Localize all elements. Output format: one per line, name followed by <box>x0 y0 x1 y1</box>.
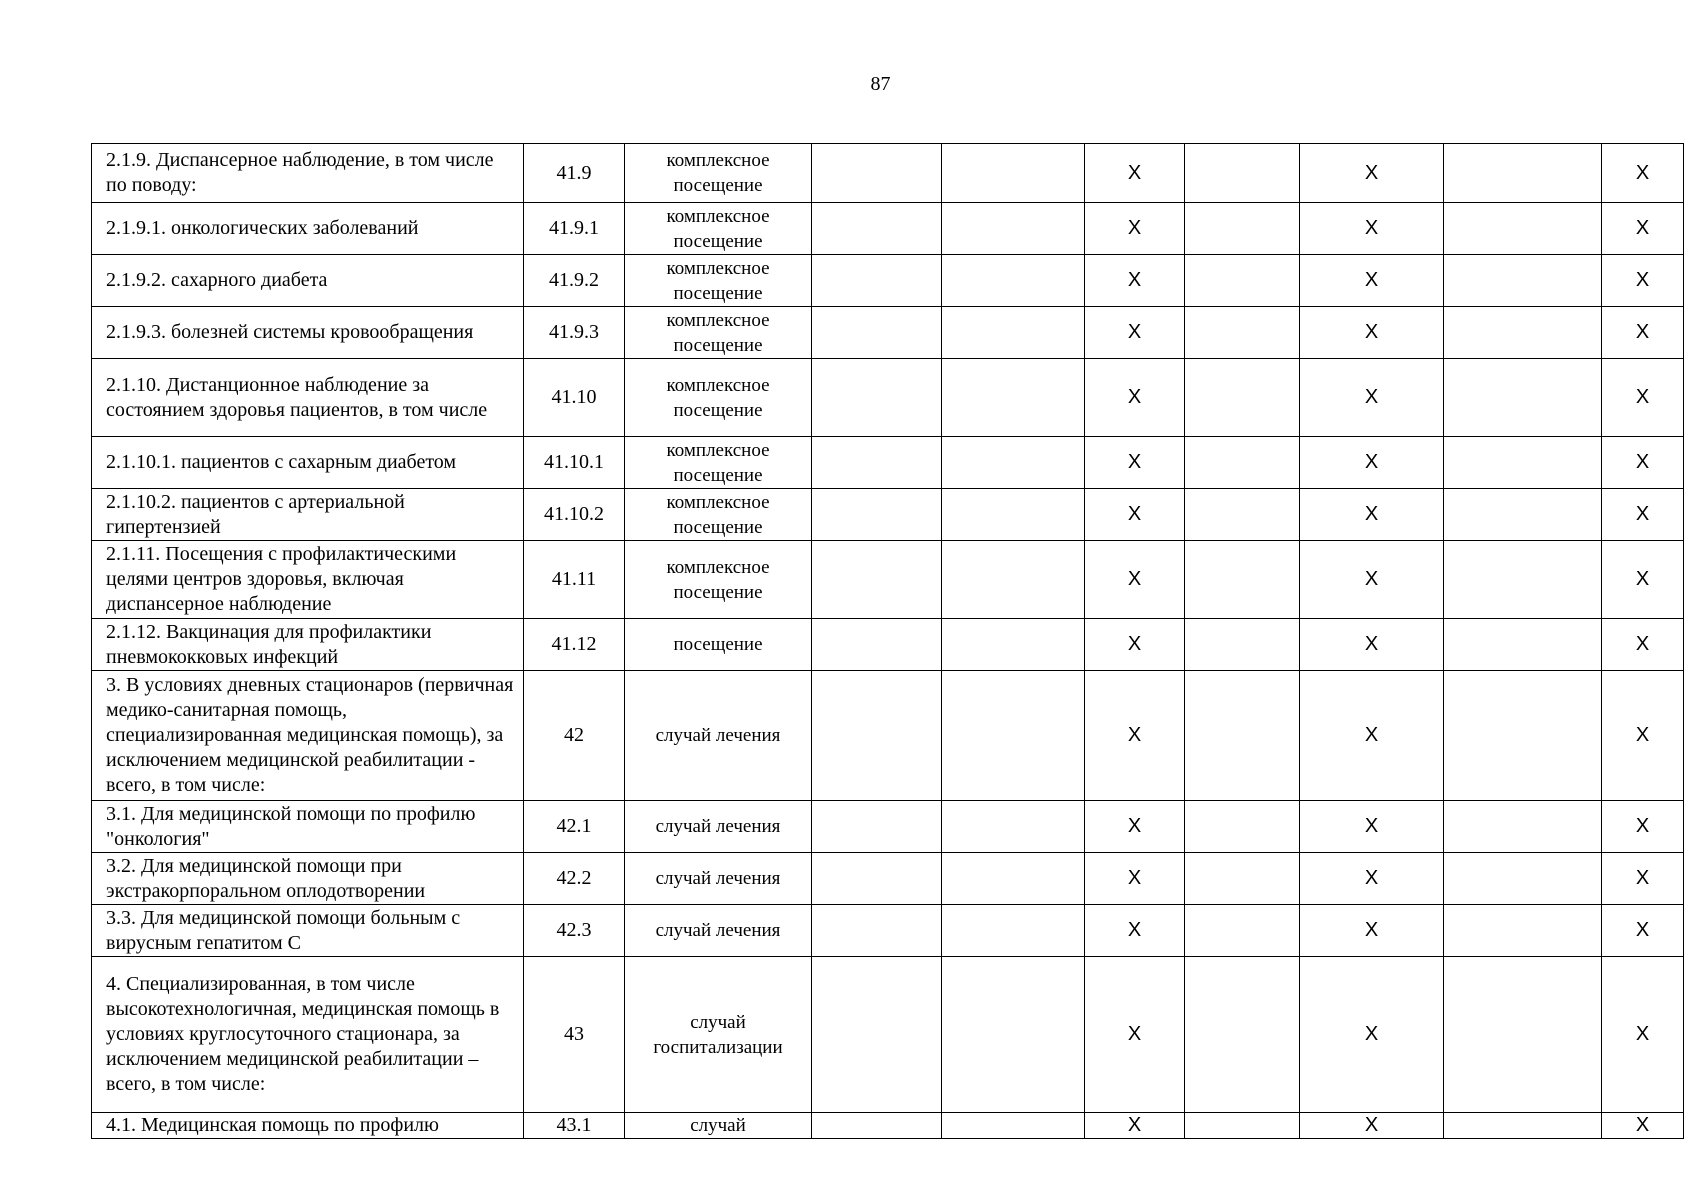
empty-cell <box>1444 671 1602 801</box>
row-code-cell: 41.10 <box>524 359 625 437</box>
empty-cell <box>942 437 1085 489</box>
x-mark-cell: X <box>1602 905 1684 957</box>
empty-cell <box>812 1113 942 1139</box>
row-unit-cell: комплексное посещение <box>625 144 812 203</box>
table-row <box>92 144 1684 203</box>
x-mark-cell: X <box>1085 255 1185 307</box>
x-mark-cell: X <box>1602 1113 1684 1139</box>
row-code-cell: 43 <box>524 957 625 1113</box>
empty-cell <box>1185 957 1300 1113</box>
empty-cell <box>812 619 942 671</box>
row-code-cell: 42.1 <box>524 801 625 853</box>
table-row <box>92 1113 1684 1139</box>
x-mark-cell: X <box>1085 144 1185 203</box>
table-body <box>92 144 1684 1139</box>
x-mark-cell: X <box>1602 957 1684 1113</box>
row-code-cell: 41.12 <box>524 619 625 671</box>
row-name-cell: 2.1.10.1. пациентов с сахарным диабетом <box>92 437 524 489</box>
row-code-cell: 41.9.3 <box>524 307 625 359</box>
empty-cell <box>1185 489 1300 541</box>
x-mark-cell: X <box>1300 671 1444 801</box>
empty-cell <box>1444 307 1602 359</box>
empty-cell <box>1185 144 1300 203</box>
x-mark-cell: X <box>1300 255 1444 307</box>
row-name-cell: 3.3. Для медицинской помощи больным с вирусным гепатитом С <box>92 905 524 957</box>
x-mark-cell: X <box>1602 489 1684 541</box>
empty-cell <box>812 541 942 619</box>
empty-cell <box>1444 905 1602 957</box>
x-mark-cell: X <box>1085 541 1185 619</box>
empty-cell <box>1444 203 1602 255</box>
empty-cell <box>812 671 942 801</box>
empty-cell <box>1444 801 1602 853</box>
x-mark-cell: X <box>1300 801 1444 853</box>
x-mark-cell: X <box>1300 853 1444 905</box>
x-mark-cell: X <box>1602 853 1684 905</box>
x-mark-cell: X <box>1085 801 1185 853</box>
table-row <box>92 437 1684 489</box>
x-mark-cell: X <box>1085 853 1185 905</box>
empty-cell <box>942 853 1085 905</box>
row-name-cell: 2.1.10. Дистанционное наблюдение за состоянием здоровья пациентов, в том числе <box>92 359 524 437</box>
x-mark-cell: X <box>1300 541 1444 619</box>
empty-cell <box>1444 1113 1602 1139</box>
row-code-cell: 41.9 <box>524 144 625 203</box>
x-mark-cell: X <box>1300 905 1444 957</box>
empty-cell <box>812 489 942 541</box>
x-mark-cell: X <box>1602 437 1684 489</box>
page-number: 87 <box>870 73 891 95</box>
x-mark-cell: X <box>1602 619 1684 671</box>
empty-cell <box>1444 957 1602 1113</box>
row-unit-cell: комплексное посещение <box>625 359 812 437</box>
empty-cell <box>942 541 1085 619</box>
x-mark-cell: X <box>1085 619 1185 671</box>
row-unit-cell: комплексное посещение <box>625 203 812 255</box>
row-unit-cell: случай лечения <box>625 801 812 853</box>
row-unit-cell: случай лечения <box>625 671 812 801</box>
row-code-cell: 41.11 <box>524 541 625 619</box>
table-row <box>92 255 1684 307</box>
empty-cell <box>942 801 1085 853</box>
row-code-cell: 41.9.2 <box>524 255 625 307</box>
empty-cell <box>1444 437 1602 489</box>
empty-cell <box>1185 1113 1300 1139</box>
empty-cell <box>1185 905 1300 957</box>
empty-cell <box>812 307 942 359</box>
empty-cell <box>1444 255 1602 307</box>
x-mark-cell: X <box>1085 957 1185 1113</box>
empty-cell <box>942 144 1085 203</box>
row-code-cell: 43.1 <box>524 1113 625 1139</box>
x-mark-cell: X <box>1602 203 1684 255</box>
row-name-cell: 2.1.12. Вакцинация для профилактики пневмококковых инфекций <box>92 619 524 671</box>
empty-cell <box>812 957 942 1113</box>
x-mark-cell: X <box>1300 619 1444 671</box>
empty-cell <box>1185 203 1300 255</box>
empty-cell <box>1185 255 1300 307</box>
x-mark-cell: X <box>1602 671 1684 801</box>
empty-cell <box>812 905 942 957</box>
row-unit-cell: комплексное посещение <box>625 307 812 359</box>
row-unit-cell: комплексное посещение <box>625 437 812 489</box>
row-name-cell: 3.2. Для медицинской помощи при экстракорпоральном оплодотворении <box>92 853 524 905</box>
table-row <box>92 489 1684 541</box>
empty-cell <box>1444 853 1602 905</box>
row-unit-cell: комплексное посещение <box>625 255 812 307</box>
table-row <box>92 619 1684 671</box>
empty-cell <box>1444 541 1602 619</box>
empty-cell <box>1185 801 1300 853</box>
x-mark-cell: X <box>1300 437 1444 489</box>
data-table <box>91 143 1684 1139</box>
x-mark-cell: X <box>1300 1113 1444 1139</box>
empty-cell <box>1444 619 1602 671</box>
row-name-cell: 2.1.9.1. онкологических заболеваний <box>92 203 524 255</box>
x-mark-cell: X <box>1085 905 1185 957</box>
row-name-cell: 4.1. Медицинская помощь по профилю <box>92 1113 524 1139</box>
table-row <box>92 307 1684 359</box>
x-mark-cell: X <box>1085 307 1185 359</box>
row-code-cell: 42.2 <box>524 853 625 905</box>
empty-cell <box>812 801 942 853</box>
x-mark-cell: X <box>1085 437 1185 489</box>
x-mark-cell: X <box>1602 255 1684 307</box>
x-mark-cell: X <box>1300 957 1444 1113</box>
row-unit-cell: случай лечения <box>625 853 812 905</box>
x-mark-cell: X <box>1602 359 1684 437</box>
x-mark-cell: X <box>1085 359 1185 437</box>
x-mark-cell: X <box>1085 489 1185 541</box>
empty-cell <box>812 437 942 489</box>
x-mark-cell: X <box>1602 541 1684 619</box>
x-mark-cell: X <box>1602 144 1684 203</box>
x-mark-cell: X <box>1085 671 1185 801</box>
empty-cell <box>812 203 942 255</box>
table-row <box>92 801 1684 853</box>
empty-cell <box>1185 619 1300 671</box>
table-row <box>92 671 1684 801</box>
x-mark-cell: X <box>1300 307 1444 359</box>
empty-cell <box>942 203 1085 255</box>
x-mark-cell: X <box>1602 307 1684 359</box>
empty-cell <box>1185 541 1300 619</box>
empty-cell <box>942 957 1085 1113</box>
row-name-cell: 2.1.9.3. болезней системы кровообращения <box>92 307 524 359</box>
row-code-cell: 41.9.1 <box>524 203 625 255</box>
row-code-cell: 42 <box>524 671 625 801</box>
x-mark-cell: X <box>1300 203 1444 255</box>
empty-cell <box>1185 307 1300 359</box>
empty-cell <box>942 1113 1085 1139</box>
x-mark-cell: X <box>1300 359 1444 437</box>
row-name-cell: 3.1. Для медицинской помощи по профилю "онкология" <box>92 801 524 853</box>
row-name-cell: 2.1.9. Диспансерное наблюдение, в том числе по поводу: <box>92 144 524 203</box>
empty-cell <box>1185 359 1300 437</box>
row-code-cell: 42.3 <box>524 905 625 957</box>
empty-cell <box>942 489 1085 541</box>
empty-cell <box>942 619 1085 671</box>
empty-cell <box>1185 671 1300 801</box>
row-code-cell: 41.10.2 <box>524 489 625 541</box>
x-mark-cell: X <box>1085 203 1185 255</box>
empty-cell <box>1185 437 1300 489</box>
table-row <box>92 905 1684 957</box>
table-row <box>92 203 1684 255</box>
row-code-cell: 41.10.1 <box>524 437 625 489</box>
x-mark-cell: X <box>1300 144 1444 203</box>
empty-cell <box>1444 359 1602 437</box>
empty-cell <box>1444 144 1602 203</box>
row-name-cell: 2.1.9.2. сахарного диабета <box>92 255 524 307</box>
empty-cell <box>942 307 1085 359</box>
row-name-cell: 3. В условиях дневных стационаров (первичная медико-санитарная помощь, специализированная медицинская помощь), за исключением медицинской реабилитации - всего, в том числе: <box>92 671 524 801</box>
empty-cell <box>812 144 942 203</box>
table-row <box>92 957 1684 1113</box>
x-mark-cell: X <box>1300 489 1444 541</box>
empty-cell <box>942 905 1085 957</box>
table-row <box>92 541 1684 619</box>
empty-cell <box>942 359 1085 437</box>
x-mark-cell: X <box>1085 1113 1185 1139</box>
row-unit-cell: случай госпитализации <box>625 957 812 1113</box>
row-name-cell: 2.1.10.2. пациентов с артериальной гипертензией <box>92 489 524 541</box>
row-unit-cell: комплексное посещение <box>625 489 812 541</box>
row-unit-cell: комплексное посещение <box>625 541 812 619</box>
table-row <box>92 359 1684 437</box>
empty-cell <box>812 359 942 437</box>
row-unit-cell: посещение <box>625 619 812 671</box>
empty-cell <box>942 255 1085 307</box>
row-name-cell: 4. Специализированная, в том числе высокотехнологичная, медицинская помощь в условиях круглосуточного стационара, за исключением медицинской реабилитации – всего, в том числе: <box>92 957 524 1113</box>
row-unit-cell: случай лечения <box>625 905 812 957</box>
empty-cell <box>812 853 942 905</box>
empty-cell <box>812 255 942 307</box>
row-unit-cell: случай <box>625 1113 812 1139</box>
empty-cell <box>942 671 1085 801</box>
table-row <box>92 853 1684 905</box>
empty-cell <box>1185 853 1300 905</box>
row-name-cell: 2.1.11. Посещения с профилактическими целями центров здоровья, включая диспансерное наблюдение <box>92 541 524 619</box>
empty-cell <box>1444 489 1602 541</box>
x-mark-cell: X <box>1602 801 1684 853</box>
